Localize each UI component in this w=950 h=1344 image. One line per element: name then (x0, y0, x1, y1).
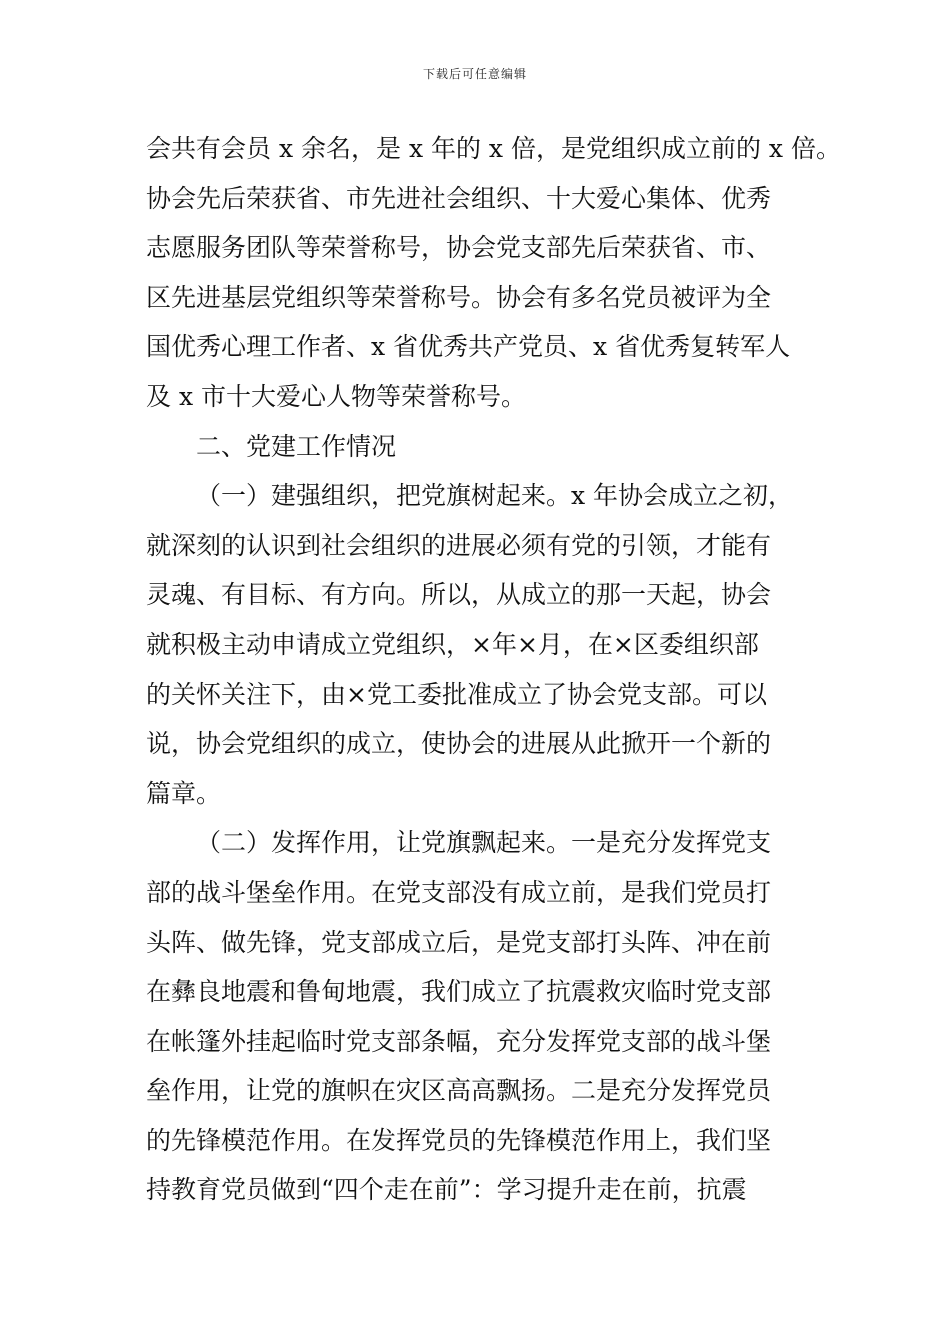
text-line: 区先进基层党组织等荣誉称号。协会有多名党员被评为全 (146, 282, 772, 312)
section-heading: 二、党建工作情况 (196, 431, 397, 461)
text-line: 在帐篷外挂起临时党支部条幅，充分发挥党支部的战斗堡 (146, 1026, 772, 1056)
text-line: 志愿服务团队等荣誉称号，协会党支部先后荣获省、市、 (146, 233, 772, 263)
paragraph-start-line: （一）建强组织，把党旗树起来。x 年协会成立之初， (196, 481, 794, 511)
text-line: 会共有会员 x 余名，是 x 年的 x 倍，是党组织成立前的 x 倍。 (146, 134, 841, 163)
text-line: 协会先后荣获省、市先进社会组织、十大爱心集体、优秀 (146, 183, 772, 213)
text-line: 灵魂、有目标、有方向。所以，从成立的那一天起，协会 (146, 580, 772, 610)
document-body (146, 124, 841, 1215)
text-line: 就深刻的认识到社会组织的进展必须有党的引领，才能有 (146, 530, 772, 560)
text-line: 部的战斗堡垒作用。在党支部没有成立前，是我们党员打 (146, 877, 772, 907)
text-line: 头阵、做先锋，党支部成立后，是党支部打头阵、冲在前 (146, 927, 772, 957)
text-line: 的先锋模范作用。在发挥党员的先锋模范作用上，我们坚 (146, 1125, 772, 1155)
text-line: 的关怀关注下，由×党工委批准成立了协会党支部。可以 (146, 679, 767, 709)
text-line: 就积极主动申请成立党组织，×年×月，在×区委组织部 (146, 629, 759, 659)
text-line: 说，协会党组织的成立，使协会的进展从此掀开一个新的 (146, 729, 772, 759)
text-line: 持教育党员做到“四个走在前”：学习提升走在前，抗震 (146, 1175, 747, 1205)
text-line: 及 x 市十大爱心人物等荣誉称号。 (146, 381, 526, 411)
text-line: 篇章。 (146, 778, 222, 808)
paragraph-start-line: （二）发挥作用，让党旗飘起来。一是充分发挥党支 (196, 828, 772, 858)
page-header-note: 下载后可任意编辑 (422, 67, 527, 81)
text-line: 在彝良地震和鲁甸地震，我们成立了抗震救灾临时党支部 (146, 977, 772, 1007)
text-line: 国优秀心理工作者、x 省优秀共产党员、x 省优秀复转军人 (146, 332, 791, 362)
text-line: 垒作用，让党的旗帜在灾区高高飘扬。二是充分发挥党员 (146, 1076, 772, 1106)
